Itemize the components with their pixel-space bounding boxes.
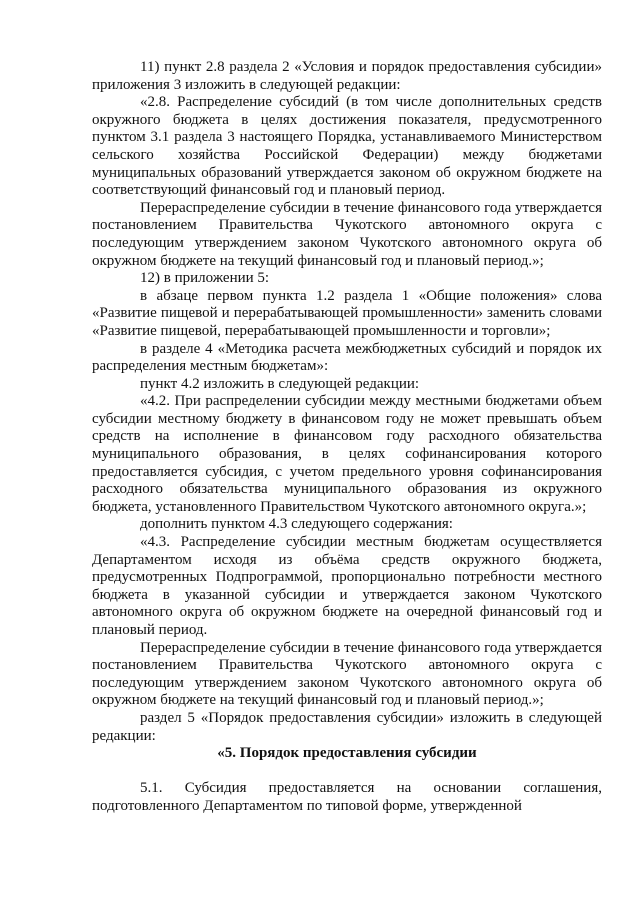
paragraph-clause-5-1: 5.1. Субсидия предоставляется на основании соглашения, подготовленного Департаментом по типовой форме, утвержденной (92, 780, 602, 814)
paragraph-clause-4-2: «4.2. При распределении субсидии между местными бюджетами объем субсидии местному бюджету в финансовом году не может превышать объем средств на исполнение в финансовом году расходного обязательства муниципального образования, в целях софинансирования которого предоставляется субсидия, с учетом предельного уровня софинансирования расходного обязательства муниципального образования из окружного бюджета, установленного Правительством Чукотского автономного округа.»; (92, 393, 602, 515)
paragraph-clause-4-3-intro: дополнить пунктом 4.3 следующего содержания: (140, 516, 453, 533)
paragraph-clause-1-2: в абзаце первом пункта 1.2 раздела 1 «Общие положения» слова «Развитие пищевой и перерабатывающей промышленности» заменить словами «Развитие пищевой, перерабатывающей промышленности и торговли»; (92, 287, 602, 339)
paragraph-section-4: в разделе 4 «Методика расчета межбюджетных субсидий и порядок их распределения местным бюджетам»: (92, 340, 602, 375)
paragraph-clause-2-8: «2.8. Распределение субсидий (в том числе дополнительных средств окружного бюджета в целях достижения показателя, предусмотренного пунктом 3.1 раздела 3 настоящего Порядка, устанавливаемого Министерством сельского хозяйства Российской Федерации) между бюджетами муниципальных образований утверждается законом об окружном бюджете на соответствующий финансовый год и плановый период. (92, 94, 602, 199)
paragraph-item-12: 12) в приложении 5: (140, 270, 270, 287)
paragraph-redistribution-1: Перераспределение субсидии в течение финансового года утверждается постановлением Правительства Чукотского автономного округа с последующим утверждением законом Чукотского автономного округа об окружном бюджете на текущий финансовый год и плановый период.»; (92, 199, 602, 269)
paragraph-clause-4-2-intro: пункт 4.2 изложить в следующей редакции: (140, 375, 420, 392)
section-heading: «5. Порядок предоставления субсидии (217, 745, 477, 762)
paragraph-clause-4-3: «4.3. Распределение субсидии местным бюджетам осуществляется Департаментом исходя из объёма средств окружного бюджета, предусмотренных Подпрограммой, пропорционально потребности местного бюджета в указанной субсидии и утверждается законом Чукотского автономного округа об окружном бюджете на очередной финансовый год и плановый период. (92, 534, 602, 638)
paragraph-redistribution-2: Перераспределение субсидии в течение финансового года утверждается постановлением Правительства Чукотского автономного округа с последующим утверждением законом Чукотского автономного округа об окружном бюджете на текущий финансовый год и плановый период.»; (92, 639, 602, 709)
blank-line (92, 763, 602, 781)
document-body (92, 59, 602, 816)
paragraph-section-5-intro: раздел 5 «Порядок предоставления субсидии» изложить в следующей редакции: (92, 709, 602, 744)
paragraph-item-11: 11) пункт 2.8 раздела 2 «Условия и порядок предоставления субсидии» приложения 3 изложить в следующей редакции: (92, 59, 602, 93)
